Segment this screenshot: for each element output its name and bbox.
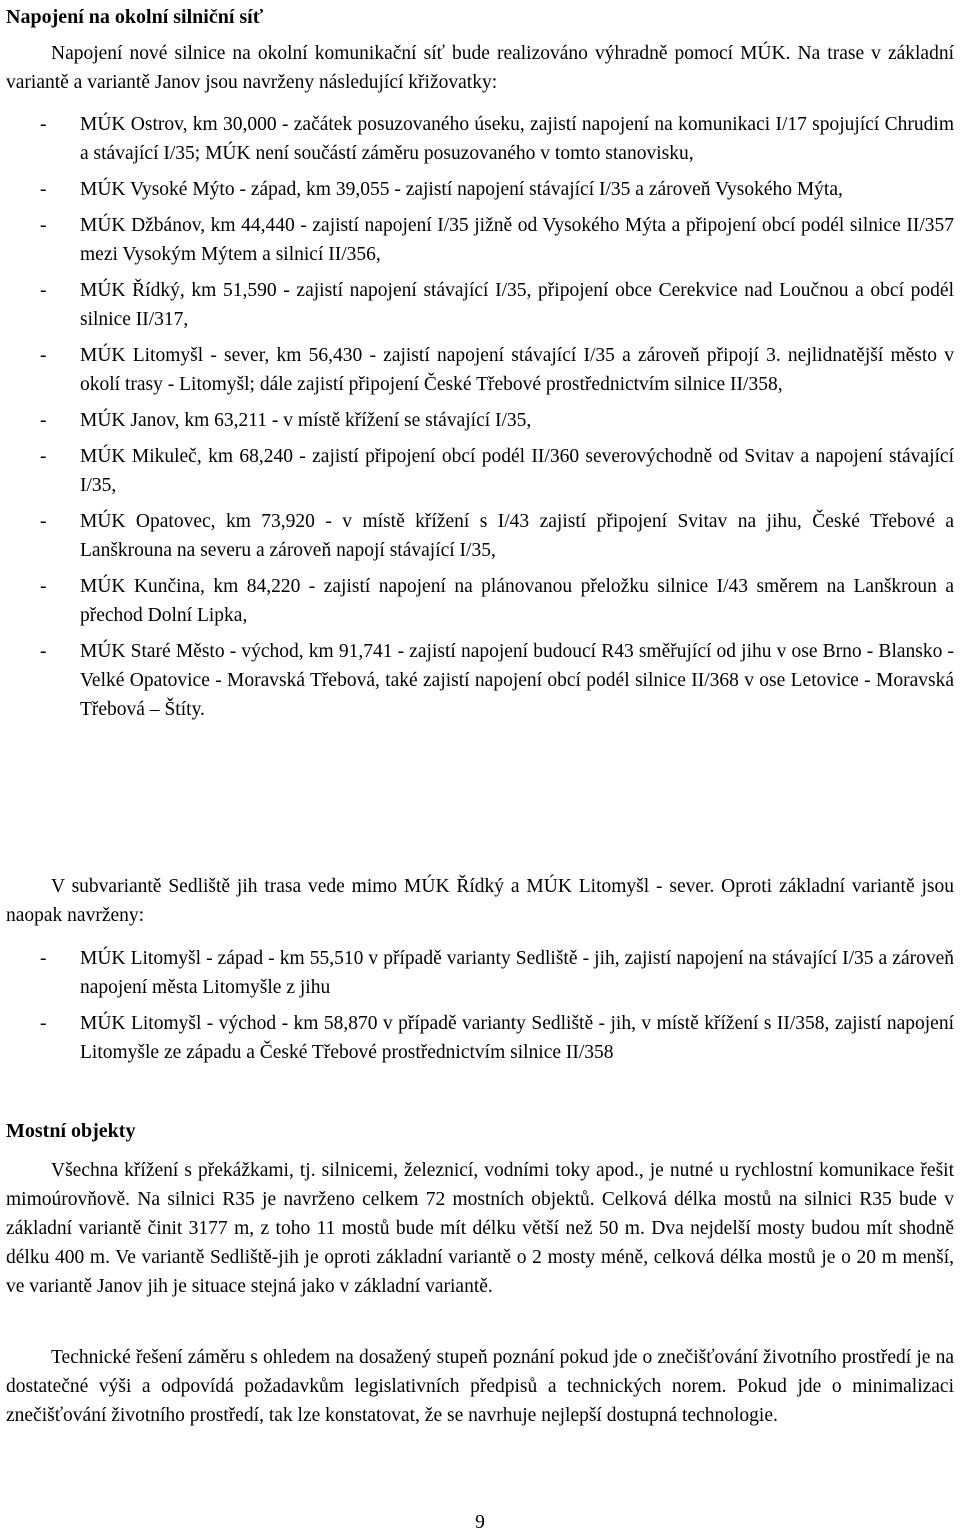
list-dash: - — [40, 410, 47, 431]
list-item — [6, 442, 954, 500]
list-item-text: MÚK Litomyšl - západ - km 55,510 v případě varianty Sedliště - jih, zajistí napojení na stávající I/35 a zároveň napojení města Litomyšle z jihu — [80, 948, 954, 998]
list-item-text: MÚK Opatovec, km 73,920 - v místě křížení s I/43 zajistí připojení Svitav na jihu, České Třebové a Lanškrouna na severu a zároveň napojí stávající I/35, — [80, 511, 954, 561]
list-dash: - — [40, 446, 47, 467]
list-item-text: MÚK Řídký, km 51,590 - zajistí napojení stávající I/35, připojení obce Cerekvice nad Loučnou a obcí podél silnice II/317, — [80, 280, 954, 330]
list-dash: - — [40, 179, 47, 200]
list-dash: - — [40, 576, 47, 597]
list-item-text: MÚK Džbánov, km 44,440 - zajistí napojení I/35 jižně od Vysokého Mýta a připojení obcí podél silnice II/357 mezi Vysokým Mýtem a silnicí II/356, — [80, 215, 954, 265]
list-item — [6, 110, 954, 168]
list-item — [6, 276, 954, 334]
list-item — [6, 406, 954, 435]
list-dash: - — [40, 948, 47, 969]
list-item-text: MÚK Kunčina, km 84,220 - zajistí napojení na plánovanou přeložku silnice I/43 směrem na Lanškroun a přechod Dolní Lipka, — [80, 576, 954, 626]
list-item-text: MÚK Litomyšl - sever, km 56,430 - zajistí napojení stávající I/35 a zároveň připojí 3. nejlidnatější město v okolí trasy - Litomyšl; dále zajistí připojení České Třebové prostřednictvím silnice II/358, — [80, 345, 954, 395]
subvariant-paragraph: V subvariantě Sedliště jih trasa vede mimo MÚK Řídký a MÚK Litomyšl - sever. Oproti základní variantě jsou naopak navrženy: — [6, 876, 954, 926]
list-item — [6, 175, 954, 204]
list-item-text: MÚK Ostrov, km 30,000 - začátek posuzovaného úseku, zajistí napojení na komunikaci I/17 spojující Chrudim a stávající I/35; MÚK není součástí záměru posuzovaného v tomto stanovisku, — [80, 114, 954, 164]
list-item-text: MÚK Vysoké Mýto - západ, km 39,055 - zajistí napojení stávající I/35 a zároveň Vysokého Mýta, — [80, 179, 843, 200]
section-heading-road-connection: Napojení na okolní silniční síť — [6, 6, 264, 28]
list-dash: - — [40, 345, 47, 366]
subvariant-interchange-list — [6, 944, 954, 1074]
list-item — [6, 637, 954, 724]
list-item — [6, 1009, 954, 1067]
list-item — [6, 572, 954, 630]
section-heading-bridges: Mostní objekty — [6, 1120, 136, 1142]
list-dash: - — [40, 114, 47, 135]
bridges-paragraph: Všechna křížení s překážkami, tj. silnicemi, železnicí, vodními toky apod., je nutné u rychlostní komunikace řešit mimoúrovňově. Na silnici R35 je navrženo celkem 72 mostních objektů. Celková délka mostů na silnici R35 bude v základní variantě činit 3177 m, z toho 11 mostů bude mít délku větší než 50 m. Dva nejdelší mosty budou mít shodně délku 400 m. Ve variantě Sedliště-jih je oproti základní variantě o 2 mosty méně, celková délka mostů je o 20 m menší, ve variantě Janov jih je situace stejná jako v základní variantě. — [6, 1160, 954, 1297]
list-item-text: MÚK Staré Město - východ, km 91,741 - zajistí napojení budoucí R43 směřující od jihu v ose Brno - Blansko - Velké Opatovice - Moravská Třebová, také zajistí napojení obcí podél silnice II/368 v ose Letovice - Moravská Třebová – Štíty. — [80, 641, 954, 720]
list-dash: - — [40, 1013, 47, 1034]
list-item — [6, 944, 954, 1002]
interchange-list — [6, 110, 954, 731]
list-item-text: MÚK Janov, km 63,211 - v místě křížení se stávající I/35, — [80, 410, 532, 431]
list-item — [6, 211, 954, 269]
list-item — [6, 341, 954, 399]
list-item-text: MÚK Litomyšl - východ - km 58,870 v případě varianty Sedliště - jih, v místě křížení s II/358, zajistí napojení Litomyšle ze západu a České Třebové prostřednictvím silnice II/358 — [80, 1013, 954, 1063]
list-dash: - — [40, 511, 47, 532]
page-number: 9 — [475, 1512, 485, 1533]
list-dash: - — [40, 641, 47, 662]
technical-paragraph: Technické řešení záměru s ohledem na dosažený stupeň poznání pokud jde o znečišťování životního prostředí je na dostatečné výši a odpovídá požadavkům legislativních předpisů a technických norem. Pokud jde o minimalizaci znečišťování životního prostředí, tak lze konstatovat, že se navrhuje nejlepší dostupná technologie. — [6, 1347, 954, 1426]
list-item — [6, 507, 954, 565]
list-dash: - — [40, 215, 47, 236]
intro-paragraph: Napojení nové silnice na okolní komunikační síť bude realizováno výhradně pomocí MÚK. Na trase v základní variantě a variantě Janov jsou navrženy následující křižovatky: — [6, 43, 954, 93]
list-item-text: MÚK Mikuleč, km 68,240 - zajistí připojení obcí podél II/360 severovýchodně od Svitav a napojení stávající I/35, — [80, 446, 954, 496]
list-dash: - — [40, 280, 47, 301]
